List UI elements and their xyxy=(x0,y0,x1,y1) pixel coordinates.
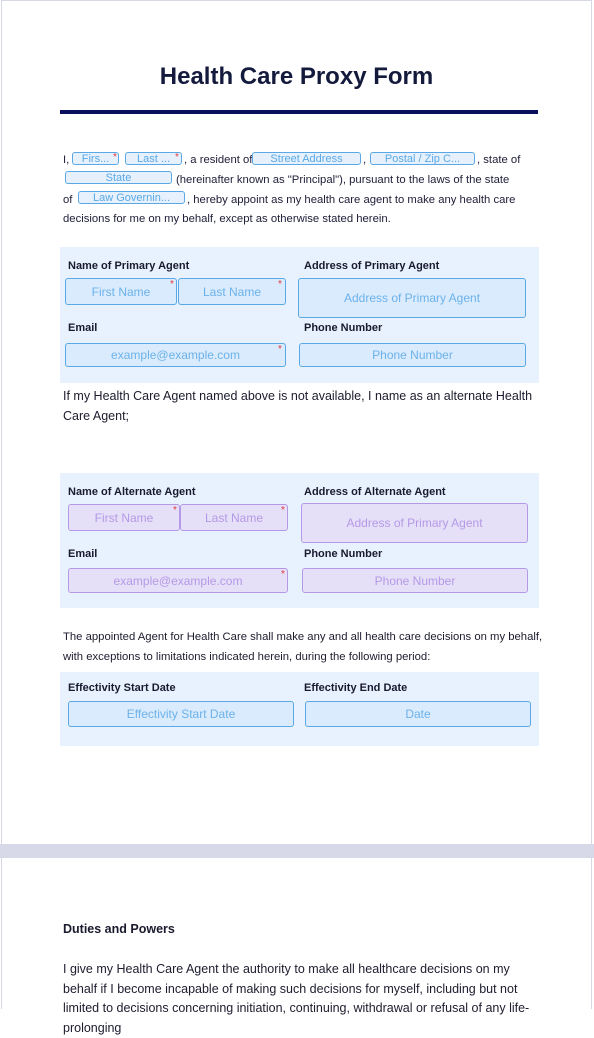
primary-agent-section xyxy=(60,247,539,383)
intro-prefix: I, xyxy=(63,154,70,166)
period-text: The appointed Agent for Health Care shall make any and all health care decisions on my behalf, with exceptions to limitations indicated herein, during the following period: xyxy=(63,631,543,663)
duties-text: I give my Health Care Agent the authority to make all healthcare decisions on my behalf if I become incapable of making such decisions for myself, including but not limited to decisions concerning initiation, continuing, withdrawal or refusal of any life-prolonging xyxy=(63,962,530,1035)
required-marker: * xyxy=(170,279,174,290)
intro-hereinafter: (hereinafter known as "Principal"), pursuant to the laws of the state xyxy=(176,174,510,186)
primary-agent-address-label: Address of Primary Agent xyxy=(304,260,440,272)
alternate-agent-text: If my Health Care Agent named above is not available, I name as an alternate Health Care Agent; xyxy=(63,389,533,423)
alternate-agent-address-label: Address of Alternate Agent xyxy=(304,486,446,498)
alternate-agent-address-input[interactable]: Address of Primary Agent xyxy=(301,503,528,543)
page-separator xyxy=(0,844,594,858)
duties-heading: Duties and Powers xyxy=(63,922,175,936)
title-divider xyxy=(60,110,538,114)
required-marker: * xyxy=(281,505,285,516)
required-marker: * xyxy=(278,279,282,290)
principal-first-name-input[interactable]: Firs... xyxy=(72,152,119,165)
primary-phone-label: Phone Number xyxy=(304,322,383,334)
primary-email-input[interactable]: example@example.com xyxy=(65,343,286,367)
required-marker: * xyxy=(278,344,282,355)
primary-agent-name-label: Name of Primary Agent xyxy=(68,260,190,272)
intro-paragraph xyxy=(63,151,543,231)
form-page-1 xyxy=(1,0,592,844)
alternate-email-label: Email xyxy=(68,548,98,560)
principal-last-name-input[interactable]: Last ... xyxy=(125,152,182,165)
primary-last-name-input[interactable]: Last Name xyxy=(178,278,286,305)
postal-code-input[interactable]: Postal / Zip C... xyxy=(370,152,475,165)
effectivity-section xyxy=(60,672,539,746)
alternate-email-input[interactable]: example@example.com xyxy=(68,568,288,593)
intro-decisions: decisions for me on my behalf, except as otherwise stated herein. xyxy=(63,213,391,225)
alternate-last-name-input[interactable]: Last Name xyxy=(180,504,288,531)
alternate-first-name-input[interactable]: First Name xyxy=(68,504,180,531)
alternate-agent-name-label: Name of Alternate Agent xyxy=(68,486,196,498)
required-marker: * xyxy=(173,505,177,516)
intro-appoint: , hereby appoint as my health care agent to make any health care xyxy=(187,194,516,206)
required-marker: * xyxy=(113,152,117,163)
intro-resident-of: , a resident of xyxy=(184,154,253,166)
intro-comma: , xyxy=(363,154,367,166)
required-marker: * xyxy=(281,569,285,580)
form-page-2 xyxy=(1,858,592,1035)
effectivity-start-date-input[interactable]: Effectivity Start Date xyxy=(68,701,294,727)
effectivity-end-label: Effectivity End Date xyxy=(304,682,408,694)
intro-state-of: , state of xyxy=(477,154,521,166)
effectivity-start-label: Effectivity Start Date xyxy=(68,682,176,694)
primary-agent-address-input[interactable]: Address of Primary Agent xyxy=(298,278,526,318)
effectivity-end-date-input[interactable]: Date xyxy=(305,701,531,727)
primary-phone-input[interactable]: Phone Number xyxy=(299,343,526,367)
primary-first-name-input[interactable]: First Name xyxy=(65,278,177,305)
law-governing-input[interactable]: Law Governin... xyxy=(78,191,185,204)
alternate-phone-label: Phone Number xyxy=(304,548,383,560)
intro-of: of xyxy=(63,194,73,206)
alternate-agent-section xyxy=(60,473,539,608)
alternate-phone-input[interactable]: Phone Number xyxy=(302,568,528,593)
required-marker: * xyxy=(175,152,179,163)
street-address-input[interactable]: Street Address xyxy=(252,152,361,165)
page-title: Health Care Proxy Form xyxy=(159,63,434,90)
primary-email-label: Email xyxy=(68,322,98,334)
state-input[interactable]: State xyxy=(65,171,172,184)
